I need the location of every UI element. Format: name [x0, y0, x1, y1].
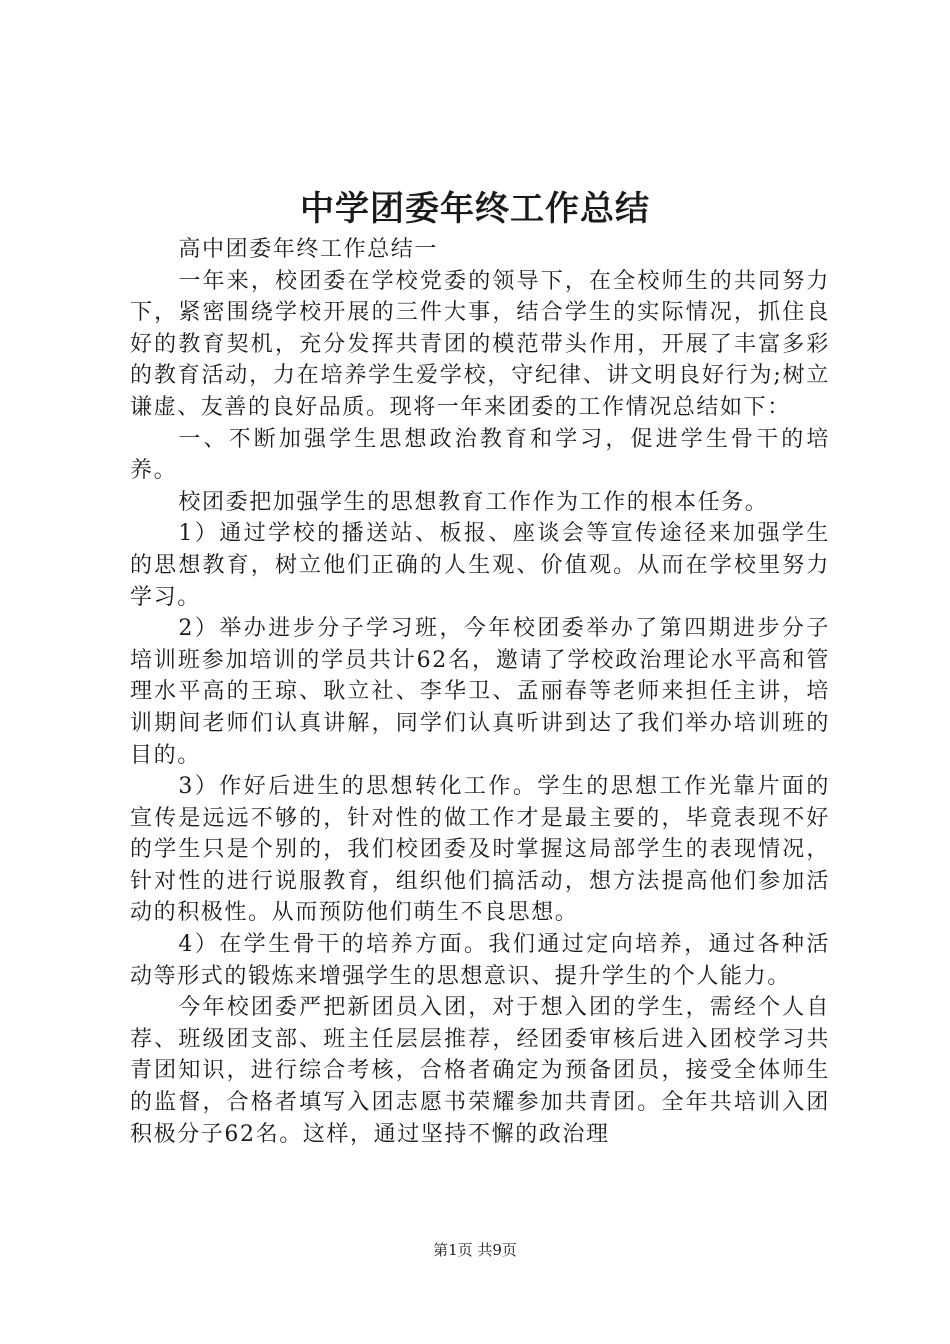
paragraph-subtitle: 高中团委年终工作总结一	[178, 237, 438, 262]
paragraph-core-task: 校团委把加强学生的思想教育工作作为工作的根本任务。	[178, 489, 769, 515]
page-number-footer: 第1页 共9页	[433, 1241, 517, 1259]
paragraph-item-3: 3）作好后进生的思想转化工作。学生的思想工作光靠片面的宣传是远远不够的，针对性的做工作才是最主要的，毕竟表现不好的学生只是个别的，我们校团委及时掌握这局部学生的表现情况，针对性的进行说服教育，组织他们搞活动，想方法提高他们参加活动的积极性。从而预防他们萌生不良思想。	[130, 774, 830, 926]
paragraph-item-1: 1）通过学校的播送站、板报、座谈会等宣传途径来加强学生的思想教育，树立他们正确的人生观、价值观。从而在学校里努力学习。	[130, 521, 830, 610]
document-body	[130, 234, 830, 1150]
document-title: 中学团委年终工作总结	[300, 189, 650, 229]
paragraph-intro: 一年来，校团委在学校党委的领导下，在全校师生的共同努力下，紧密围绕学校开展的三件大事，结合学生的实际情况，抓住良好的教育契机，充分发挥共青团的模范带头作用，开展了丰富多彩的教育活动，力在培养学生爱学校，守纪律、讲文明良好行为;树立谦虚、友善的良好品质。现将一年来团委的工作情况总结如下：	[130, 268, 830, 420]
paragraph-item-2: 2）举办进步分子学习班，今年校团委举办了第四期进步分子培训班参加培训的学员共计62名，邀请了学校政治理论水平高和管理水平高的王琼、耿立社、李华卫、孟丽春等老师来担任主讲，培训期间老师们认真讲解，同学们认真听讲到达了我们举办培训班的目的。	[130, 616, 830, 768]
paragraph-section-one-heading: 一、不断加强学生思想政治教育和学习，促进学生骨干的培养。	[130, 426, 830, 484]
paragraph-item-4: 4）在学生骨干的培养方面。我们通过定向培养，通过各种活动等形式的锻炼来增强学生的思想意识、提升学生的个人能力。	[130, 932, 830, 989]
paragraph-new-members: 今年校团委严把新团员入团，对于想入团的学生，需经个人自荐、班级团支部、班主任层层推荐，经团委审核后进入团校学习共青团知识，进行综合考核，合格者确定为预备团员，接受全体师生的监督，合格者填写入团志愿书荣耀参加共青团。全年共培训入团积极分子62名。这样，通过坚持不懈的政治理	[130, 995, 830, 1147]
